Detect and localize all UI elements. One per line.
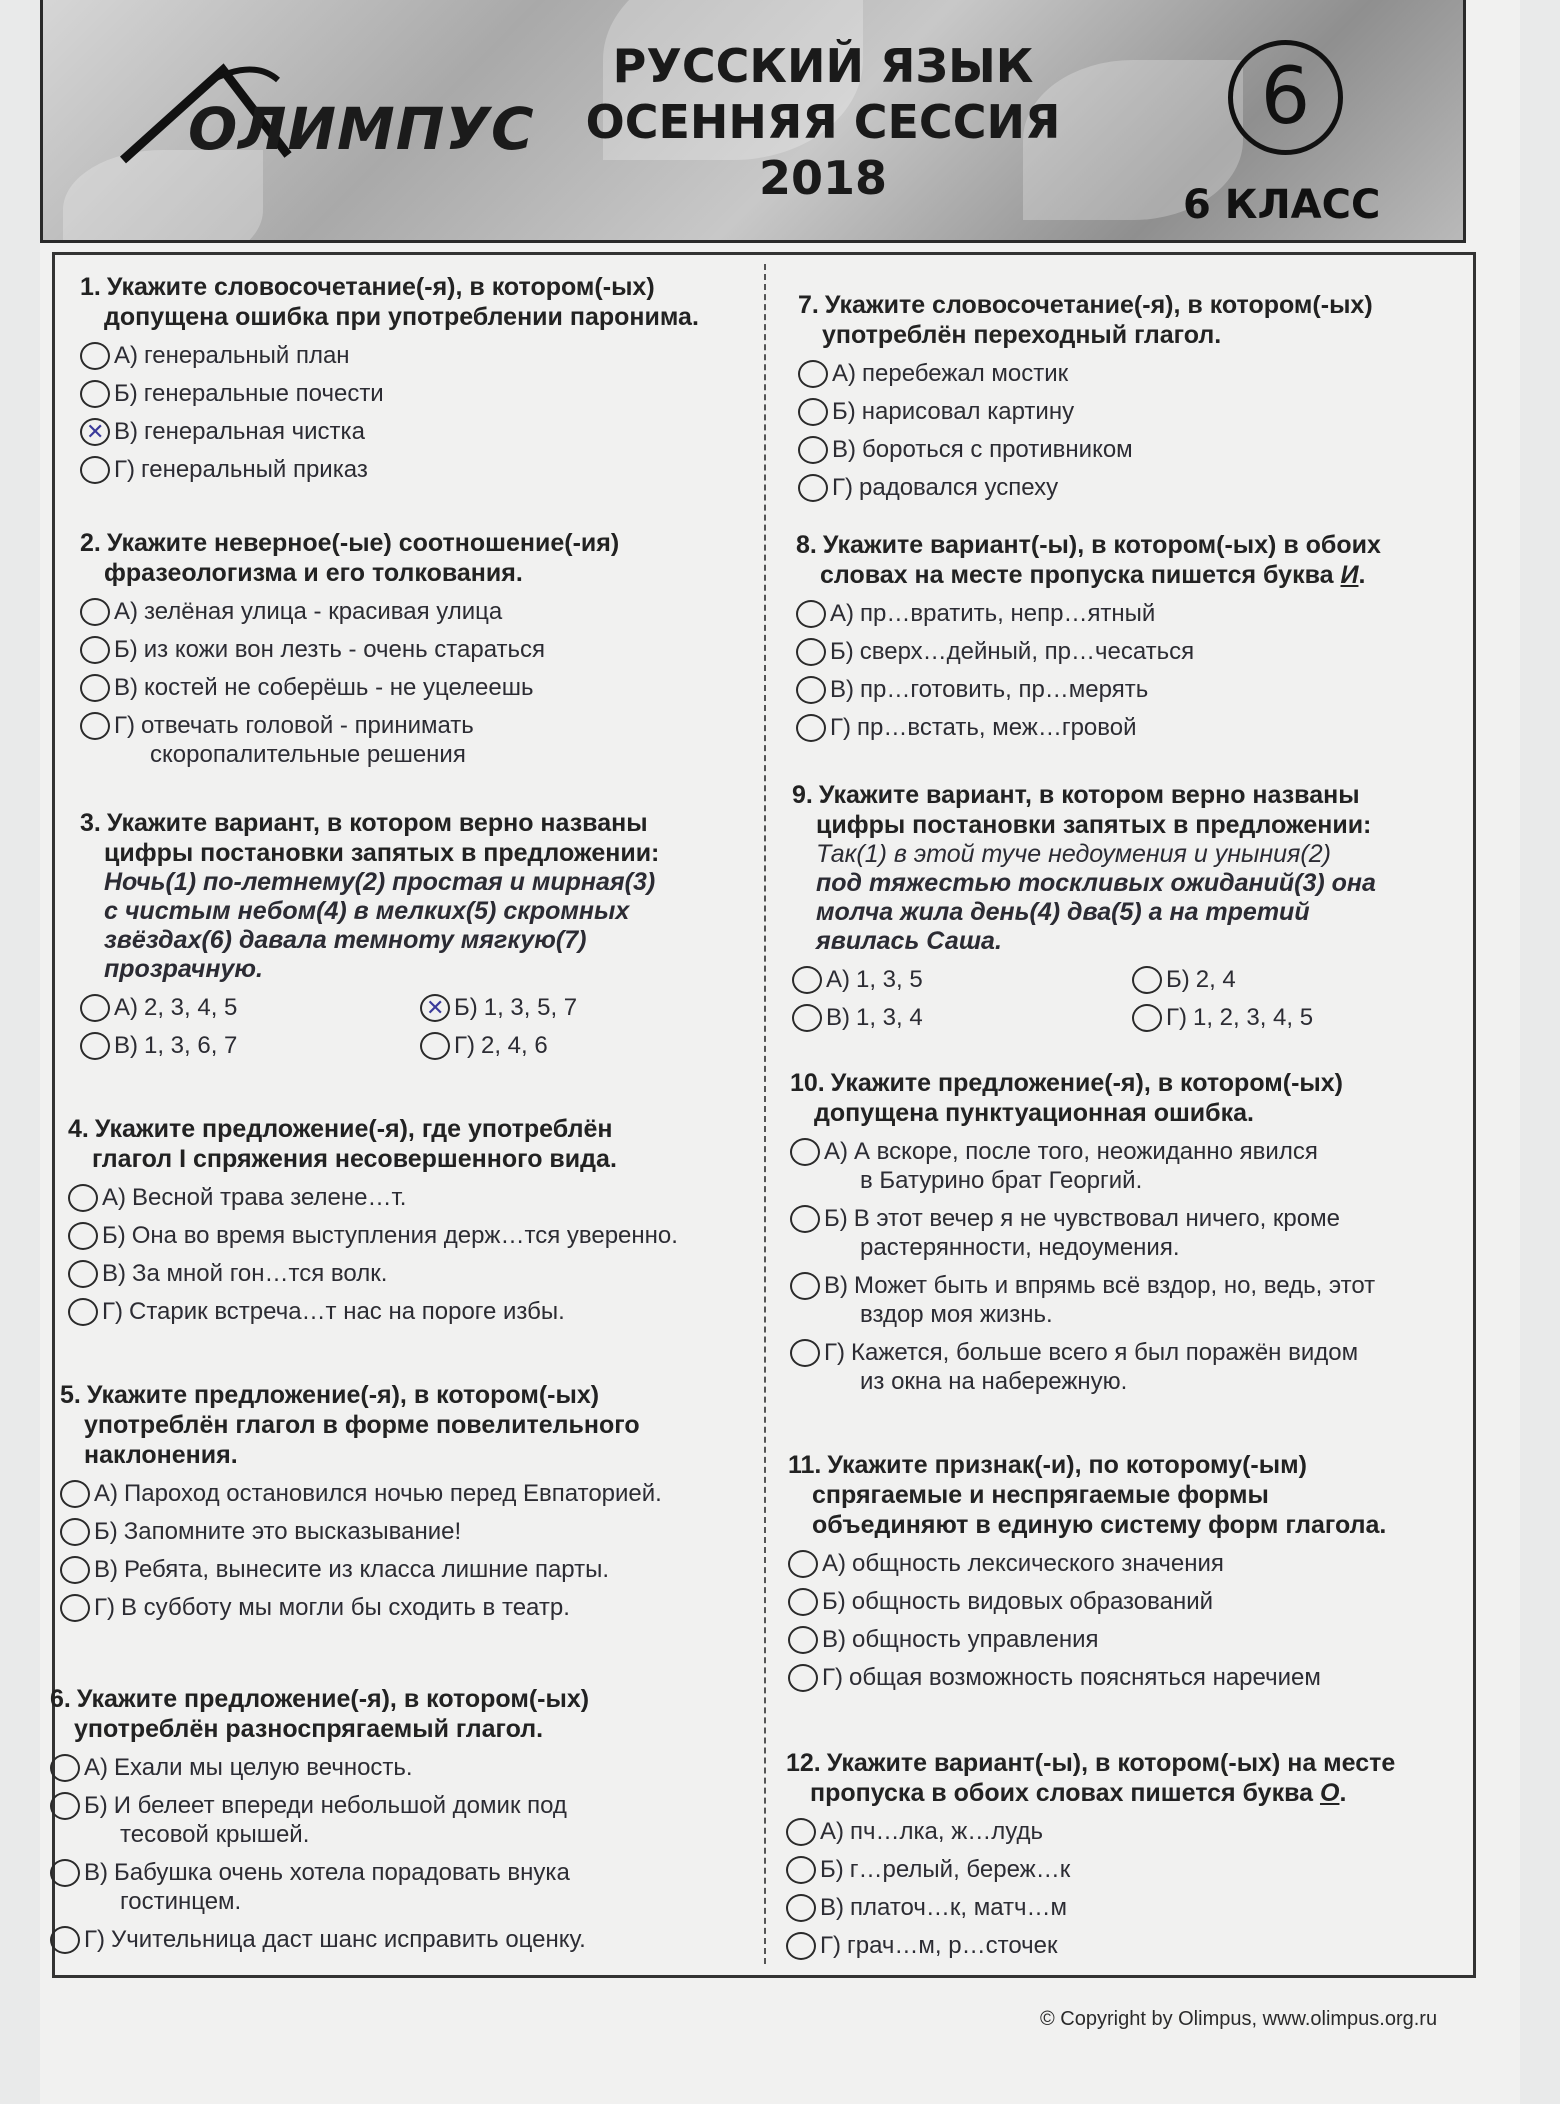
option-text: костей не соберёшь - не уцелеешь [144,674,534,701]
option-letter: Г) [832,474,853,501]
option-letter: В) [102,1260,126,1287]
question-number: 2. [80,529,101,557]
answer-circle[interactable] [796,600,826,628]
option-text: Ребята, вынесите из класса лишние парты. [124,1556,610,1583]
option-letter: В) [114,1032,138,1059]
question-text [68,1114,758,1174]
option-letter: Г) [114,712,135,739]
option-text: Она во время выступления держ…тся уверенно. [131,1222,678,1249]
answer-circle[interactable] [798,360,828,388]
question-number: 11. [788,1451,822,1479]
option-letter: Б) [830,638,854,665]
option-text: зелёная улица - красивая улица [144,598,503,625]
option-letter: В) [830,676,854,703]
option-b[interactable] [796,637,1456,666]
option-c[interactable] [792,1003,1132,1032]
answer-circle[interactable] [80,712,110,740]
answer-circle[interactable] [786,1856,816,1884]
answer-circle[interactable] [796,638,826,666]
answer-circle[interactable] [68,1222,98,1250]
option-letter: Г) [102,1298,123,1325]
answer-circle[interactable] [60,1556,90,1584]
option-text: сверх…дейный, пр…чесаться [859,638,1195,665]
option-text-continued: из окна на набережную. [860,1368,1128,1395]
option-text: 1, 3, 4 [856,1004,923,1031]
answer-circle[interactable] [798,398,828,426]
question-10 [790,1068,1460,1396]
option-letter: А) [102,1184,126,1211]
target-letter: И [1340,561,1359,589]
option-letter: Г) [822,1664,843,1691]
option-d[interactable] [790,1338,1460,1396]
question-text [80,528,750,588]
option-text: Может быть и впрямь всё вздор, но, ведь, этот [854,1272,1376,1299]
option-text: 2, 4, 6 [481,1032,548,1059]
question-text: 12. Укажите вариант(-ы), в котором(-ых) на месте пропуска в обоих словах пишется буква О. [786,1749,1396,1807]
answer-circle[interactable] [68,1298,98,1326]
option-text: Старик встреча…т нас на пороге избы. [129,1298,565,1325]
answer-circle[interactable] [80,636,110,664]
title-session: ОСЕННЯЯ СЕССИЯ [585,95,1061,149]
answer-circle[interactable] [80,342,110,370]
question-5 [60,1380,760,1622]
option-text-continued: тесовой крышей. [120,1821,310,1848]
answer-circle[interactable] [80,994,110,1022]
title-year: 2018 [758,151,888,205]
question-line: употреблён разноспрягаемый глагол. [74,1715,544,1743]
option-d[interactable] [786,1931,1461,1960]
option-letter: А) [94,1480,118,1507]
option-c[interactable] [798,435,1458,464]
option-c[interactable] [60,1555,760,1584]
option-letter: В) [824,1272,848,1299]
option-text: 1, 3, 5 [856,966,923,993]
option-text: пр…встать, меж…гровой [857,714,1137,741]
option-letter: Б) [824,1205,848,1232]
option-b[interactable] [788,1587,1463,1616]
question-4 [68,1114,758,1326]
question-line: употреблён переходный глагол. [822,321,1222,349]
question-text [60,1380,760,1470]
option-c[interactable] [80,673,750,702]
option-b[interactable] [80,635,750,664]
option-b[interactable] [786,1855,1461,1884]
answer-circle[interactable] [80,380,110,408]
question-line: Укажите вариант, в котором верно названы [106,809,648,837]
sentence-line: явилась Саша. [816,927,1002,955]
options-grid [792,956,1462,1032]
option-c[interactable] [50,1858,760,1916]
target-letter: О [1319,1779,1340,1807]
option-letter: А) [824,1138,848,1165]
logo-text: ОЛИМПУС [188,95,535,163]
answer-circle[interactable] [50,1792,80,1820]
option-text-continued: в Батурино брат Георгий. [860,1167,1143,1194]
option-text: пр…вратить, непр…ятный [860,600,1156,627]
copyright-footer: © Copyright by Olimpus, www.olimpus.org.ru [1040,2008,1438,2030]
question-9 [792,780,1462,1032]
sentence-line: Ночь(1) по-летнему(2) простая и мирная(3) [104,868,656,896]
answer-circle[interactable] [68,1260,98,1288]
question-text [80,272,750,332]
option-d[interactable] [50,1925,760,1954]
option-text: грач…м, р…сточек [847,1932,1058,1959]
question-number: 4. [68,1115,89,1143]
option-text: генеральный приказ [141,456,368,483]
option-a[interactable] [786,1817,1461,1846]
question-line: Укажите вариант, в котором верно названы [818,781,1360,809]
option-text: 1, 3, 6, 7 [144,1032,238,1059]
option-letter: А) [830,600,854,627]
option-letter: В) [826,1004,850,1031]
option-a[interactable] [788,1549,1463,1578]
header-banner [40,0,1466,243]
question-line: Укажите вариант(-ы), в котором(-ых) на месте [826,1749,1396,1777]
option-letter: Б) [84,1792,108,1819]
option-text: 2, 4 [1195,966,1236,993]
option-letter: Г) [820,1932,841,1959]
option-text: общность лексического значения [852,1550,1224,1577]
option-b[interactable] [798,397,1458,426]
sentence-line: звёздах(6) давала темноту мягкую(7) [104,926,587,954]
title-subject: РУССКИЙ ЯЗЫК [612,39,1034,93]
option-letter: В) [84,1859,108,1886]
answer-circle[interactable] [790,1272,820,1300]
option-text-continued: вздор моя жизнь. [860,1301,1053,1328]
question-text [798,290,1458,350]
option-text: общность видовых образований [851,1588,1214,1615]
option-letter: Б) [820,1856,844,1883]
question-text: 8. Укажите вариант(-ы), в котором(-ых) в обоих словах на месте пропуска пишется буква И. [796,531,1381,589]
option-d[interactable] [1132,1003,1472,1032]
sentence-line: прозрачную. [104,955,263,983]
question-line: цифры постановки запятых в предложении: [816,811,1372,839]
answer-circle[interactable] [788,1588,818,1616]
question-text [80,808,750,868]
option-letter: В) [94,1556,118,1583]
question-line: Укажите словосочетание(-я), в котором(-ых) [824,291,1373,319]
question-line: наклонения. [84,1441,238,1469]
option-d[interactable] [788,1663,1463,1692]
option-letter: В) [820,1894,844,1921]
option-letter: В) [114,674,138,701]
options-grid [80,984,750,1060]
option-letter: Б) [1166,966,1190,993]
option-text: И белеет впереди небольшой домик под [113,1792,567,1819]
answer-circle[interactable] [420,1032,450,1060]
option-c[interactable] [80,1031,420,1060]
answer-circle[interactable] [792,966,822,994]
question-text [790,1068,1460,1128]
answer-circle[interactable] [788,1664,818,1692]
option-text: общая возможность поясняться наречием [849,1664,1321,1691]
option-a[interactable] [792,965,1132,994]
option-letter: Г) [824,1339,845,1366]
answer-circle[interactable] [788,1626,818,1654]
option-text: В субботу мы могли бы сходить в театр. [121,1594,570,1621]
question-line: допущена пунктуационная ошибка. [814,1099,1254,1127]
option-letter: В) [114,418,138,445]
option-b[interactable] [420,993,760,1022]
option-letter: А) [822,1550,846,1577]
grade-number-badge: 6 [1228,40,1343,155]
option-letter: А) [832,360,856,387]
answer-circle[interactable] [786,1932,816,1960]
option-text-continued: гостинцем. [120,1888,242,1915]
option-d[interactable] [798,473,1458,502]
option-text: пр…готовить, пр…мерять [860,676,1149,703]
option-text: генеральная чистка [144,418,365,445]
answer-circle[interactable] [790,1205,820,1233]
question-2 [80,528,750,769]
question-3 [80,808,750,1060]
option-b[interactable] [1132,965,1472,994]
question-line: Укажите признак(-и), по которому(-ым) [827,1451,1307,1479]
option-letter: Г) [84,1926,105,1953]
question-7 [798,290,1458,502]
option-d[interactable] [68,1297,758,1326]
option-letter: В) [822,1626,846,1653]
question-line: Укажите предложение(-я), где употреблён [94,1115,613,1143]
option-text: перебежал мостик [862,360,1069,387]
option-text: платоч…к, матч…м [850,1894,1068,1921]
option-d[interactable] [80,711,750,769]
answer-circle[interactable] [50,1926,80,1954]
option-text: Весной трава зелене…т. [132,1184,407,1211]
option-text: отвечать головой - принимать [141,712,474,739]
option-d[interactable] [420,1031,760,1060]
sentence-line: под тяжестью тоскливых ожиданий(3) она [816,869,1376,897]
question-number: 5. [60,1381,81,1409]
option-c[interactable] [786,1893,1461,1922]
option-letter: А) [826,966,850,993]
answer-circle[interactable] [790,1138,820,1166]
option-a[interactable] [60,1479,760,1508]
answer-circle[interactable] [792,1004,822,1032]
option-letter: А) [114,342,138,369]
option-c[interactable] [68,1259,758,1288]
option-text: 1, 3, 5, 7 [483,994,578,1021]
answer-circle[interactable] [1132,966,1162,994]
sentence-line: Так(1) в этой туче недоумения и уныния(2) [816,840,1331,868]
option-text-continued: растерянности, недоумения. [860,1234,1180,1261]
option-text: Ехали мы целую вечность. [114,1754,413,1781]
question-line: Укажите предложение(-я), в котором(-ых) [830,1069,1343,1097]
option-letter: Г) [1166,1004,1187,1031]
option-c[interactable] [788,1625,1463,1654]
option-b[interactable] [80,379,750,408]
option-text: пч…лка, ж…лудь [850,1818,1043,1845]
option-text: Пароход остановился ночью перед Евпаторией. [124,1480,662,1507]
option-letter: В) [832,436,856,463]
option-text: Бабушка очень хотела порадовать внука [114,1859,570,1886]
answer-circle[interactable] [68,1184,98,1212]
option-letter: Б) [94,1518,118,1545]
option-a[interactable] [790,1137,1460,1195]
sentence-line: с чистым небом(4) в мелких(5) скромных [104,897,630,925]
question-text [792,780,1462,840]
option-b[interactable] [60,1517,760,1546]
answer-circle[interactable] [788,1550,818,1578]
answer-circle[interactable] [1132,1004,1162,1032]
answer-circle[interactable] [80,456,110,484]
option-letter: А) [820,1818,844,1845]
option-text: нарисовал картину [861,398,1075,425]
option-letter: Г) [830,714,851,741]
question-number: 3. [80,809,101,837]
option-letter: Б) [832,398,856,425]
answer-circle[interactable] [60,1480,90,1508]
option-a[interactable] [80,341,750,370]
answer-circle[interactable] [786,1818,816,1846]
option-text: Запомните это высказывание! [123,1518,462,1545]
page-title [563,38,1083,206]
question-line: допущена ошибка при употреблении паронима. [104,303,699,331]
option-a[interactable] [68,1183,758,1212]
answer-circle-marked[interactable] [420,994,450,1022]
option-letter: Г) [114,456,135,483]
question-number: 9. [792,781,813,809]
option-letter: Б) [102,1222,126,1249]
option-c[interactable] [790,1271,1460,1329]
option-a[interactable] [80,597,750,626]
option-text: радовался успеху [859,474,1059,501]
question-line: Укажите вариант(-ы), в котором(-ых) в обоих [822,531,1381,559]
option-text: генеральные почести [143,380,384,407]
question-number: 12. [786,1749,821,1777]
option-text: Кажется, больше всего я был поражён видом [851,1339,1359,1366]
option-text: А вскоре, после того, неожиданно явился [854,1138,1318,1165]
answer-circle-marked[interactable] [80,418,110,446]
question-line: Укажите словосочетание(-я), в котором(-ых) [106,273,655,301]
question-line: фразеологизма и его толкования. [104,559,523,587]
question-text [50,1684,760,1744]
option-text-continued: скоропалительные решения [150,741,466,768]
option-letter: А) [114,994,138,1021]
answer-circle[interactable] [50,1859,80,1887]
column-divider [764,264,766,1964]
option-text: 1, 2, 3, 4, 5 [1193,1004,1314,1031]
option-b[interactable] [50,1791,760,1849]
question-number: 8. [796,531,817,559]
option-text: г…релый, береж…к [849,1856,1071,1883]
answer-circle[interactable] [798,474,828,502]
option-text: За мной гон…тся волк. [132,1260,388,1287]
question-12 [786,1748,1461,1960]
option-d[interactable] [60,1593,760,1622]
option-b[interactable] [68,1221,758,1250]
question-8 [796,530,1456,742]
answer-circle[interactable] [50,1754,80,1782]
sentence-line: молча жила день(4) два(5) а на третий [816,898,1310,926]
question-line: цифры постановки запятых в предложении: [104,839,660,867]
option-letter: Г) [454,1032,475,1059]
question-line: Укажите неверное(-ые) соотношение(-ия) [106,529,620,557]
option-letter: А) [114,598,138,625]
option-text: 2, 3, 4, 5 [144,994,238,1021]
option-letter: А) [84,1754,108,1781]
option-letter: Б) [114,380,138,407]
question-line: объединяют в единую систему форм глагола. [812,1511,1387,1539]
option-c[interactable] [796,675,1456,704]
option-text: генеральный план [144,342,350,369]
answer-circle[interactable] [786,1894,816,1922]
option-a[interactable] [50,1753,760,1782]
option-d[interactable] [80,455,750,484]
question-line: употреблён глагол в форме повелительного [84,1411,640,1439]
question-line: Укажите предложение(-я), в котором(-ых) [76,1685,590,1713]
question-number: 10. [790,1069,825,1097]
question-line: пропуска в обоих словах пишется буква [810,1779,1314,1807]
question-1 [80,272,750,484]
question-line: спрягаемые и неспрягаемые формы [812,1481,1269,1509]
option-letter: Б) [454,994,478,1021]
option-letter: Б) [822,1588,846,1615]
option-b[interactable] [790,1204,1460,1262]
answer-circle[interactable] [60,1518,90,1546]
question-number: 1. [80,273,101,301]
option-d[interactable] [796,713,1456,742]
question-number: 7. [798,291,819,319]
answer-circle[interactable] [60,1594,90,1622]
answer-circle[interactable] [796,714,826,742]
option-a[interactable] [796,599,1456,628]
option-letter: Г) [94,1594,115,1621]
option-text: из кожи вон лезть - очень стараться [143,636,546,663]
question-11 [788,1450,1463,1692]
answer-circle[interactable] [80,1032,110,1060]
option-text: бороться с противником [862,436,1133,463]
option-a[interactable] [798,359,1458,388]
question-text [788,1450,1463,1540]
question-number: 6. [50,1685,71,1713]
option-text: В этот вечер я не чувствовал ничего, кроме [853,1205,1340,1232]
option-text: Учительница даст шанс исправить оценку. [111,1926,586,1953]
option-letter: Б) [114,636,138,663]
question-line: Укажите предложение(-я), в котором(-ых) [86,1381,600,1409]
question-line: словах на месте пропуска пишется буква [820,561,1334,589]
answer-circle[interactable] [80,674,110,702]
option-c[interactable] [80,417,750,446]
answer-circle[interactable] [796,676,826,704]
grade-label: 6 КЛАСС [1183,182,1381,228]
answer-circle[interactable] [790,1339,820,1367]
question-6 [50,1684,760,1954]
question-line: глагол I спряжения несовершенного вида. [92,1145,617,1173]
option-a[interactable] [80,993,420,1022]
answer-circle[interactable] [798,436,828,464]
answer-circle[interactable] [80,598,110,626]
option-text: общность управления [852,1626,1099,1653]
